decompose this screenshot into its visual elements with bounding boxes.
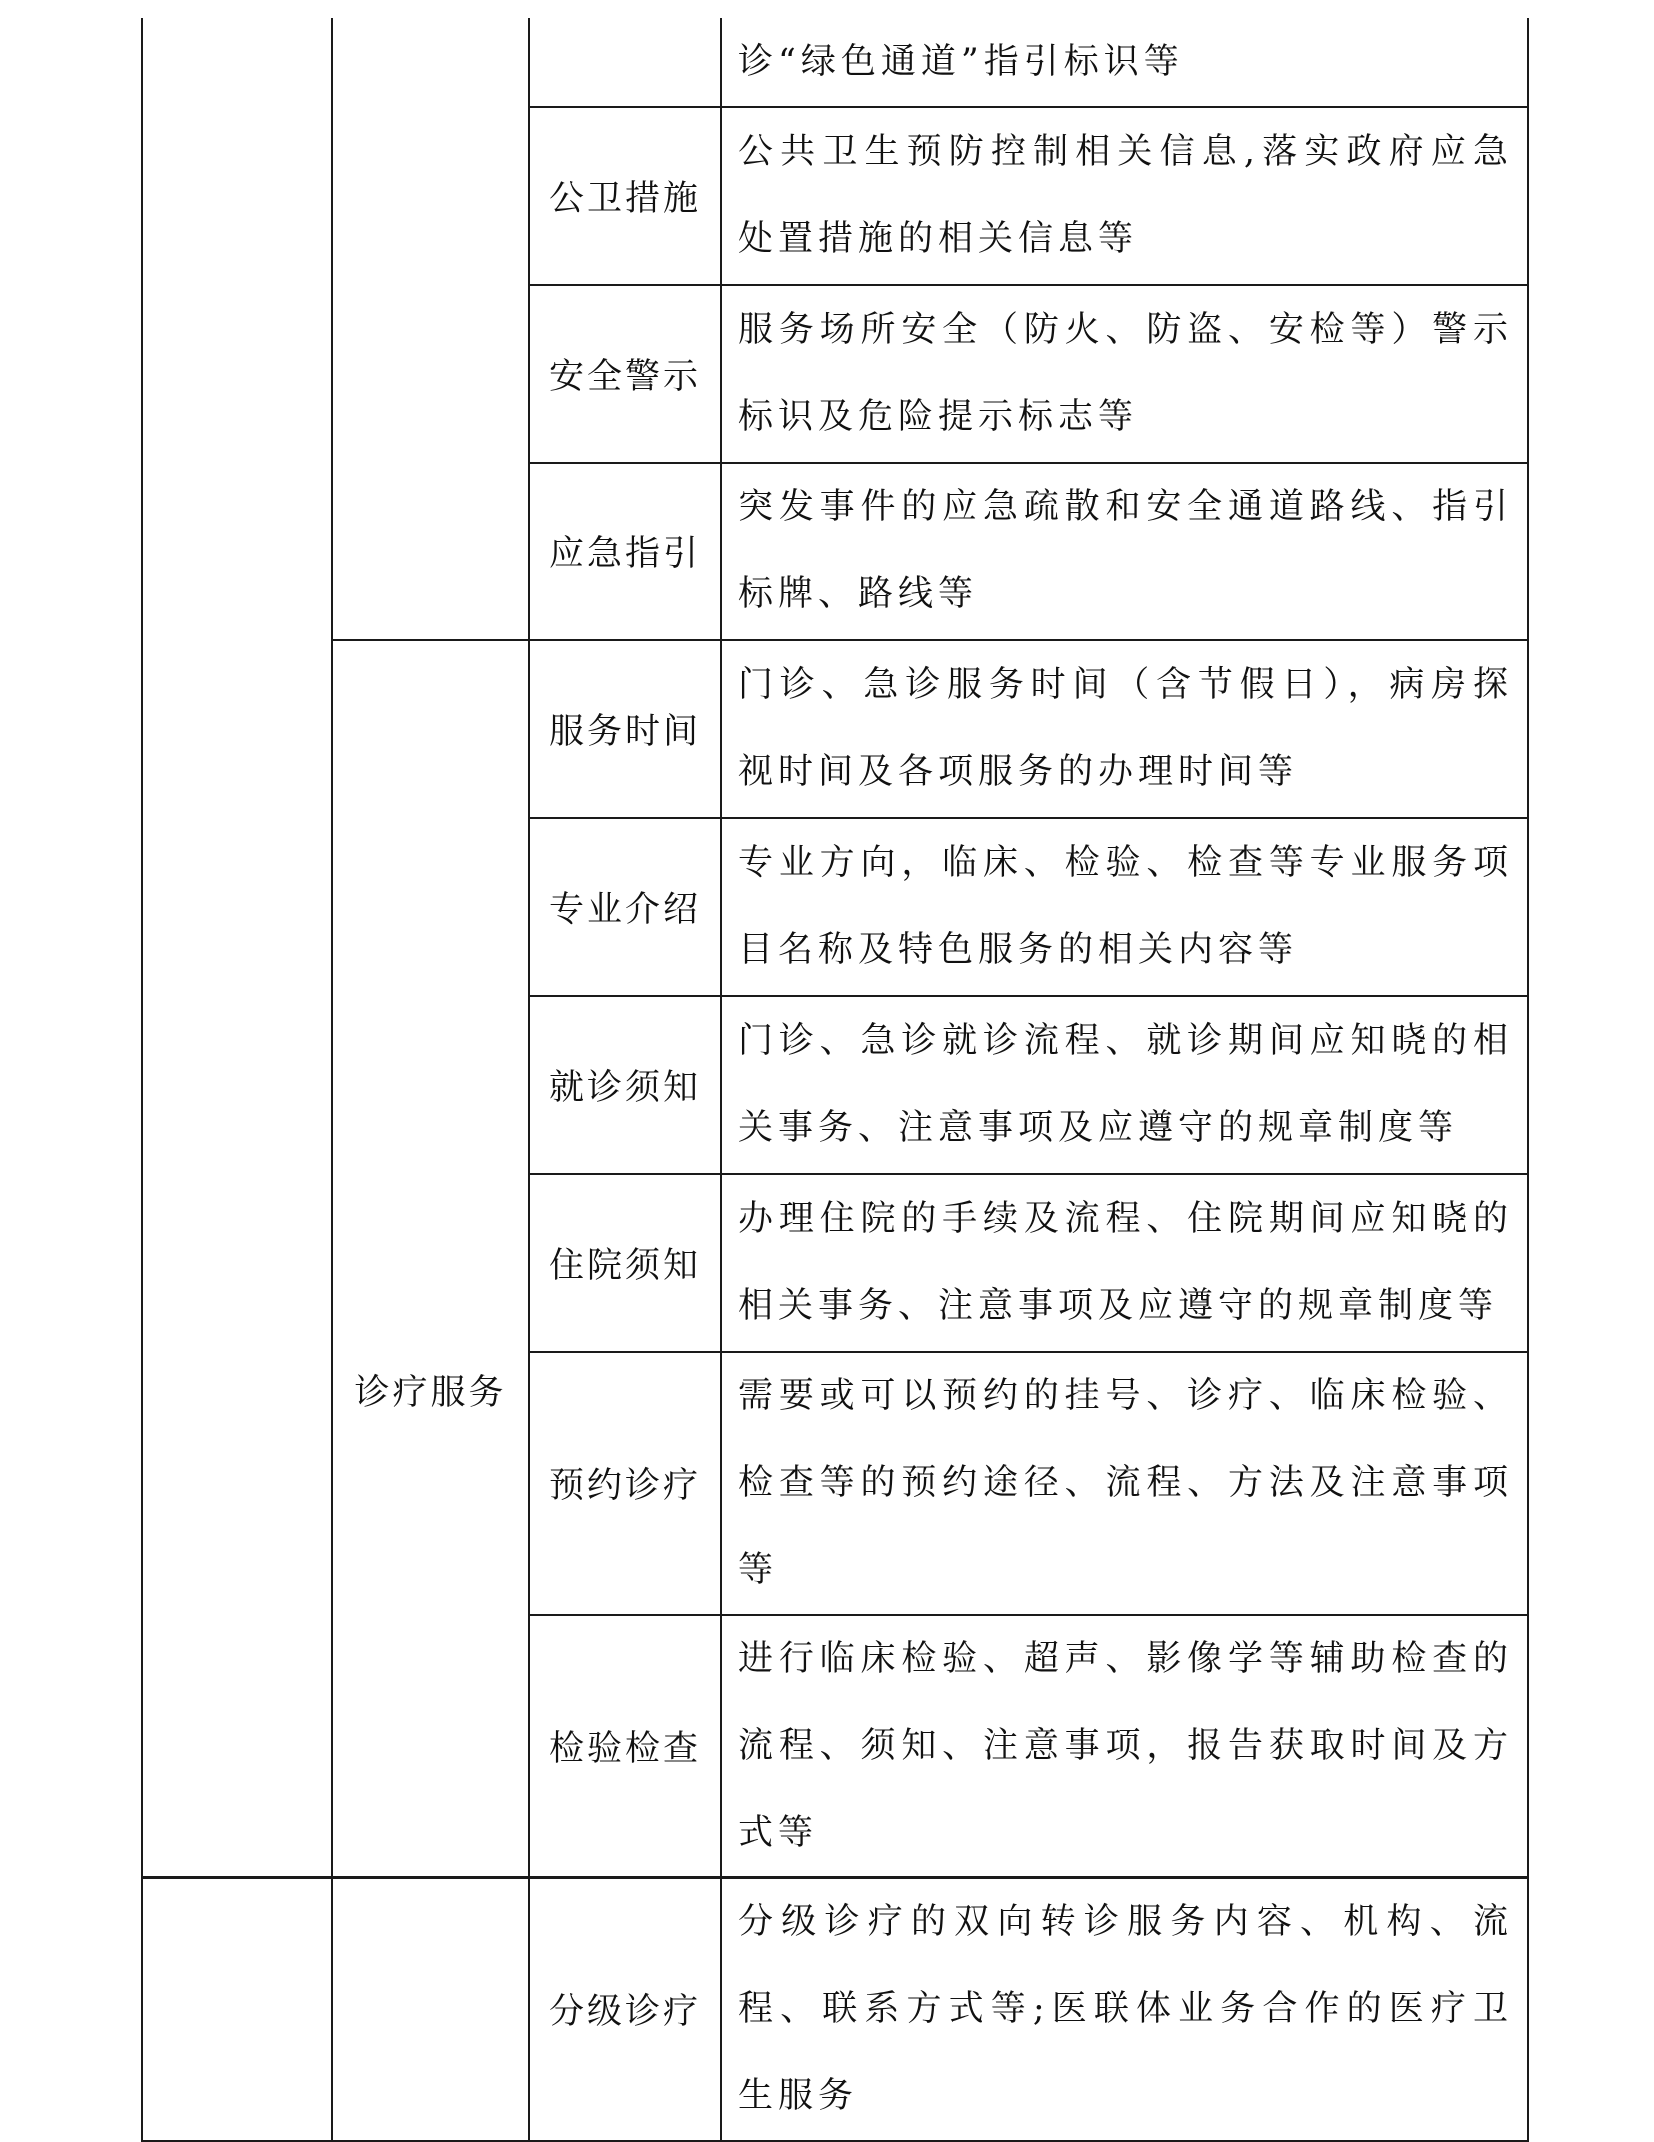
description-cell: 公共卫生预防控制相关信息,落实政府应急处置措施的相关信息等 [721, 107, 1528, 285]
description-cell: 进行临床检验、超声、影像学等辅助检查的流程、须知、注意事项，报告获取时间及方式等 [721, 1615, 1528, 1878]
description-cell: 专业方向，临床、检验、检查等专业服务项目名称及特色服务的相关内容等 [721, 818, 1528, 996]
description-cell: 门诊、急诊服务时间（含节假日），病房探视时间及各项服务的办理时间等 [721, 640, 1528, 818]
description-cell: 分级诊疗的双向转诊服务内容、机构、流程、联系方式等;医联体业务合作的医疗卫生服务 [721, 1878, 1528, 2141]
item-cell: 住院须知 [529, 1174, 721, 1352]
item-cell: 分级诊疗 [529, 1878, 721, 2141]
left-blank-column [142, 18, 332, 2141]
description-cell: 服务场所安全（防火、防盗、安检等）警示标识及危险提示标志等 [721, 285, 1528, 463]
item-cell: 检验检查 [529, 1615, 721, 1878]
description-cell: 诊“绿色通道”指引标识等 [721, 18, 1528, 107]
description-cell: 门诊、急诊就诊流程、就诊期间应知晓的相关事务、注意事项及应遵守的规章制度等 [721, 996, 1528, 1174]
description-cell: 办理住院的手续及流程、住院期间应知晓的相关事务、注意事项及应遵守的规章制度等 [721, 1174, 1528, 1352]
item-cell: 服务时间 [529, 640, 721, 818]
item-cell: 应急指引 [529, 463, 721, 641]
item-cell: 就诊须知 [529, 996, 721, 1174]
table-row [142, 18, 1528, 107]
item-cell [529, 18, 721, 107]
description-cell: 突发事件的应急疏散和安全通道路线、指引标牌、路线等 [721, 463, 1528, 641]
category-cell: 诊疗服务 [332, 640, 529, 2140]
content-table [141, 18, 1529, 2142]
item-cell: 预约诊疗 [529, 1352, 721, 1615]
table-row [142, 640, 1528, 818]
item-cell: 专业介绍 [529, 818, 721, 996]
bottom-border-rule [141, 1876, 1527, 1879]
previous-category-cell [332, 18, 529, 640]
item-cell: 安全警示 [529, 285, 721, 463]
item-cell: 公卫措施 [529, 107, 721, 285]
description-cell: 需要或可以预约的挂号、诊疗、临床检验、检查等的预约途径、流程、方法及注意事项等 [721, 1352, 1528, 1615]
